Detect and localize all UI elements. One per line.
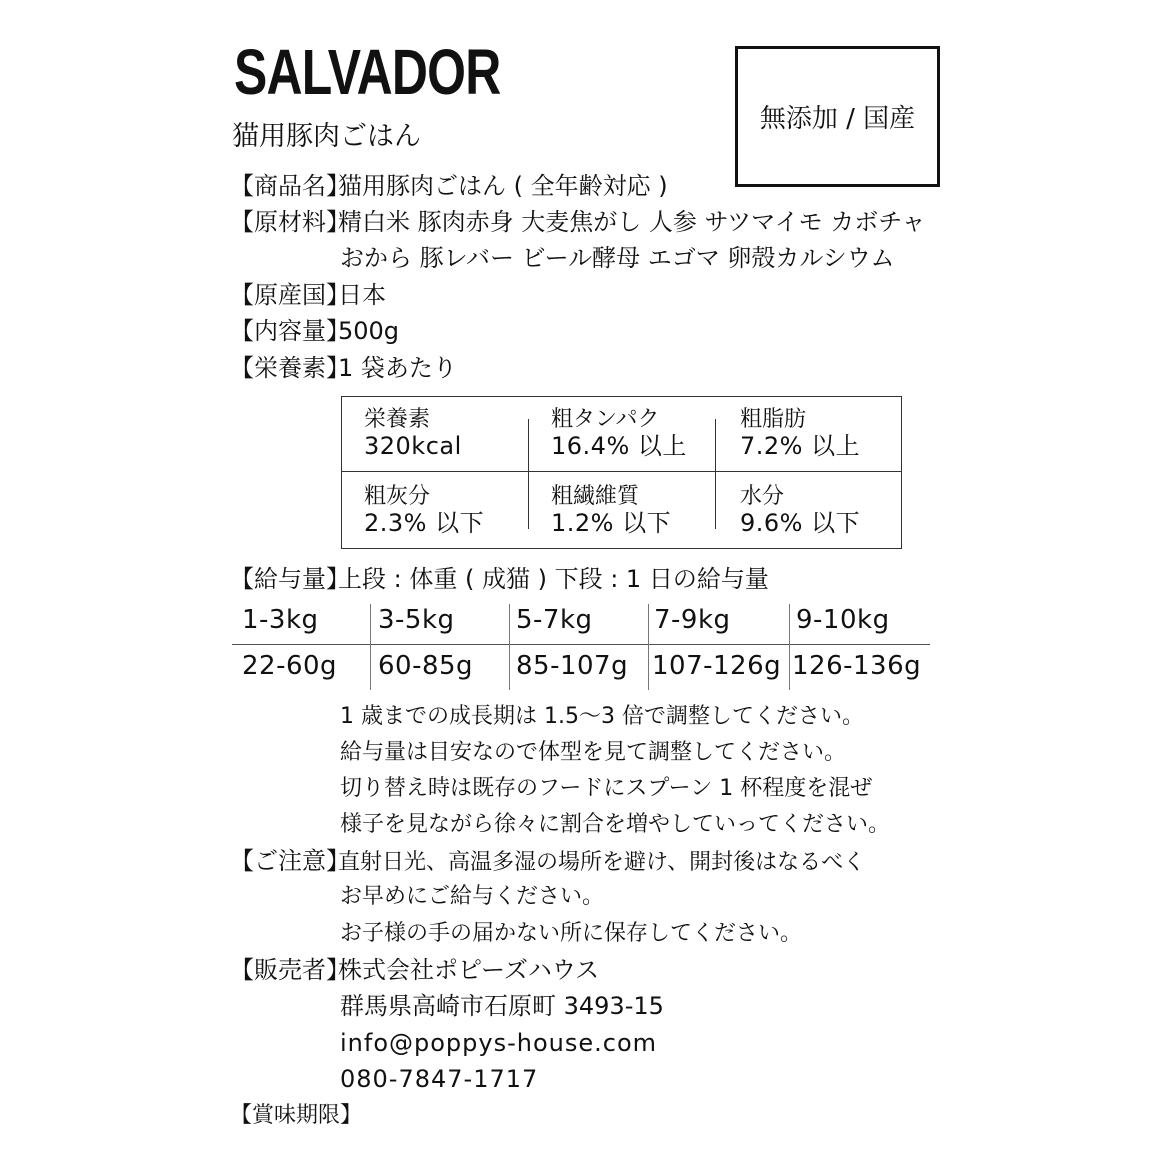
feeding-table-divider [232, 644, 930, 645]
seller-address: 群馬県高崎市石原町 3493-15 [340, 992, 664, 1020]
seller-phone: 080-7847-1717 [340, 1065, 539, 1093]
origin-row [230, 277, 386, 313]
product-subtitle: 猫用豚肉ごはん [232, 121, 421, 152]
product-name-value: 猫用豚肉ごはん ( 全年齢対応 ) [338, 172, 668, 200]
seller-name: 株式会社ポピーズハウス [338, 956, 600, 984]
nutrition-cell [740, 407, 860, 459]
expiry-label: 【賞味期限】 [230, 1103, 363, 1128]
caution-label: 【ご注意】 [230, 847, 350, 875]
feeding-table-divider [370, 604, 371, 690]
nutrition-name: 粗タンパク [551, 407, 660, 432]
content-value: 500g [338, 317, 400, 345]
feeding-description: 上段 : 体重 ( 成猫 ) 下段 : 1 日の給与量 [338, 565, 769, 593]
nutrition-name: 栄養素 [364, 407, 431, 432]
amount-cell: 126-136g [792, 651, 922, 681]
nutrition-amount: 7.2% 以上 [740, 432, 861, 460]
nutrition-name: 水分 [740, 484, 785, 509]
nutrition-cell [740, 484, 860, 536]
nutrition-name: 粗灰分 [364, 484, 431, 509]
weight-cell: 9-10kg [796, 605, 890, 635]
nutrition-amount: 9.6% 以下 [740, 509, 861, 537]
amount-cell: 85-107g [516, 651, 629, 681]
nutrition-table-divider [528, 419, 529, 529]
weight-cell: 7-9kg [654, 605, 731, 635]
product-name-row [230, 168, 668, 204]
expiry-row [230, 1098, 362, 1134]
nutrition-table [341, 396, 902, 549]
nutrition-table-divider [342, 471, 901, 472]
feeding-row [230, 561, 769, 597]
amount-cell: 22-60g [242, 651, 338, 681]
ingredients-line-2: おから 豚レバー ビール酵母 エゴマ 卵殻カルシウム [340, 244, 895, 272]
feeding-table-divider [789, 604, 790, 690]
origin-value: 日本 [338, 281, 386, 309]
nutrition-cell [364, 484, 484, 536]
feeding-note: 様子を見ながら徐々に割合を増やしていってください。 [340, 812, 891, 837]
nutrition-row [230, 350, 457, 386]
content-label: 【内容量】 [230, 317, 350, 345]
feeding-label: 【給与量】 [230, 565, 350, 593]
feeding-table [232, 600, 932, 690]
feeding-note: 切り替え時は既存のフードにスプーン 1 杯程度を混ぜ [340, 776, 873, 801]
origin-label: 【原産国】 [230, 281, 350, 309]
feeding-note: 1 歳までの成長期は 1.5～3 倍で調整してください。 [340, 704, 864, 729]
caution-row [230, 843, 865, 881]
caution-line: 直射日光、高温多湿の場所を避け、開封後はなるべく [338, 850, 866, 875]
nutrition-cell [364, 407, 462, 459]
brand-title: SALVADOR [234, 36, 501, 108]
nutrition-amount: 1.2% 以下 [551, 509, 672, 537]
ingredients-line-1: 精白米 豚肉赤身 大麦焦がし 人参 サツマイモ カボチャ [338, 208, 926, 236]
seller-row [230, 952, 599, 988]
feeding-note: 給与量は目安なので体型を見て調整してください。 [340, 740, 847, 765]
additive-free-badge [735, 46, 940, 187]
seller-label: 【販売者】 [230, 956, 350, 984]
amount-cell: 107-126g [652, 651, 782, 681]
ingredients-row [230, 204, 926, 240]
nutrition-value: 1 袋あたり [338, 354, 457, 382]
feeding-table-divider [648, 604, 649, 690]
amount-cell: 60-85g [378, 651, 474, 681]
product-name-label: 【商品名】 [230, 172, 350, 200]
content-row [230, 313, 399, 349]
ingredients-label: 【原材料】 [230, 208, 350, 236]
weight-cell: 5-7kg [516, 605, 593, 635]
weight-cell: 1-3kg [242, 605, 319, 635]
nutrition-table-divider [715, 419, 716, 529]
seller-email: info@poppys-house.com [340, 1029, 658, 1057]
caution-line: お子様の手の届かない所に保存してください。 [340, 921, 803, 946]
caution-line: お早めにご給与ください。 [340, 884, 605, 909]
feeding-table-divider [509, 604, 510, 690]
nutrition-cell [551, 407, 687, 459]
nutrition-amount: 2.3% 以下 [364, 509, 485, 537]
nutrition-cell [551, 484, 671, 536]
weight-cell: 3-5kg [378, 605, 455, 635]
badge-text: 無添加 / 国産 [759, 104, 916, 134]
nutrition-label: 【栄養素】 [230, 354, 350, 382]
nutrition-amount: 320kcal [364, 432, 462, 460]
nutrition-amount: 16.4% 以上 [551, 432, 687, 460]
nutrition-name: 粗脂肪 [740, 407, 807, 432]
nutrition-name: 粗繊維質 [551, 484, 640, 509]
